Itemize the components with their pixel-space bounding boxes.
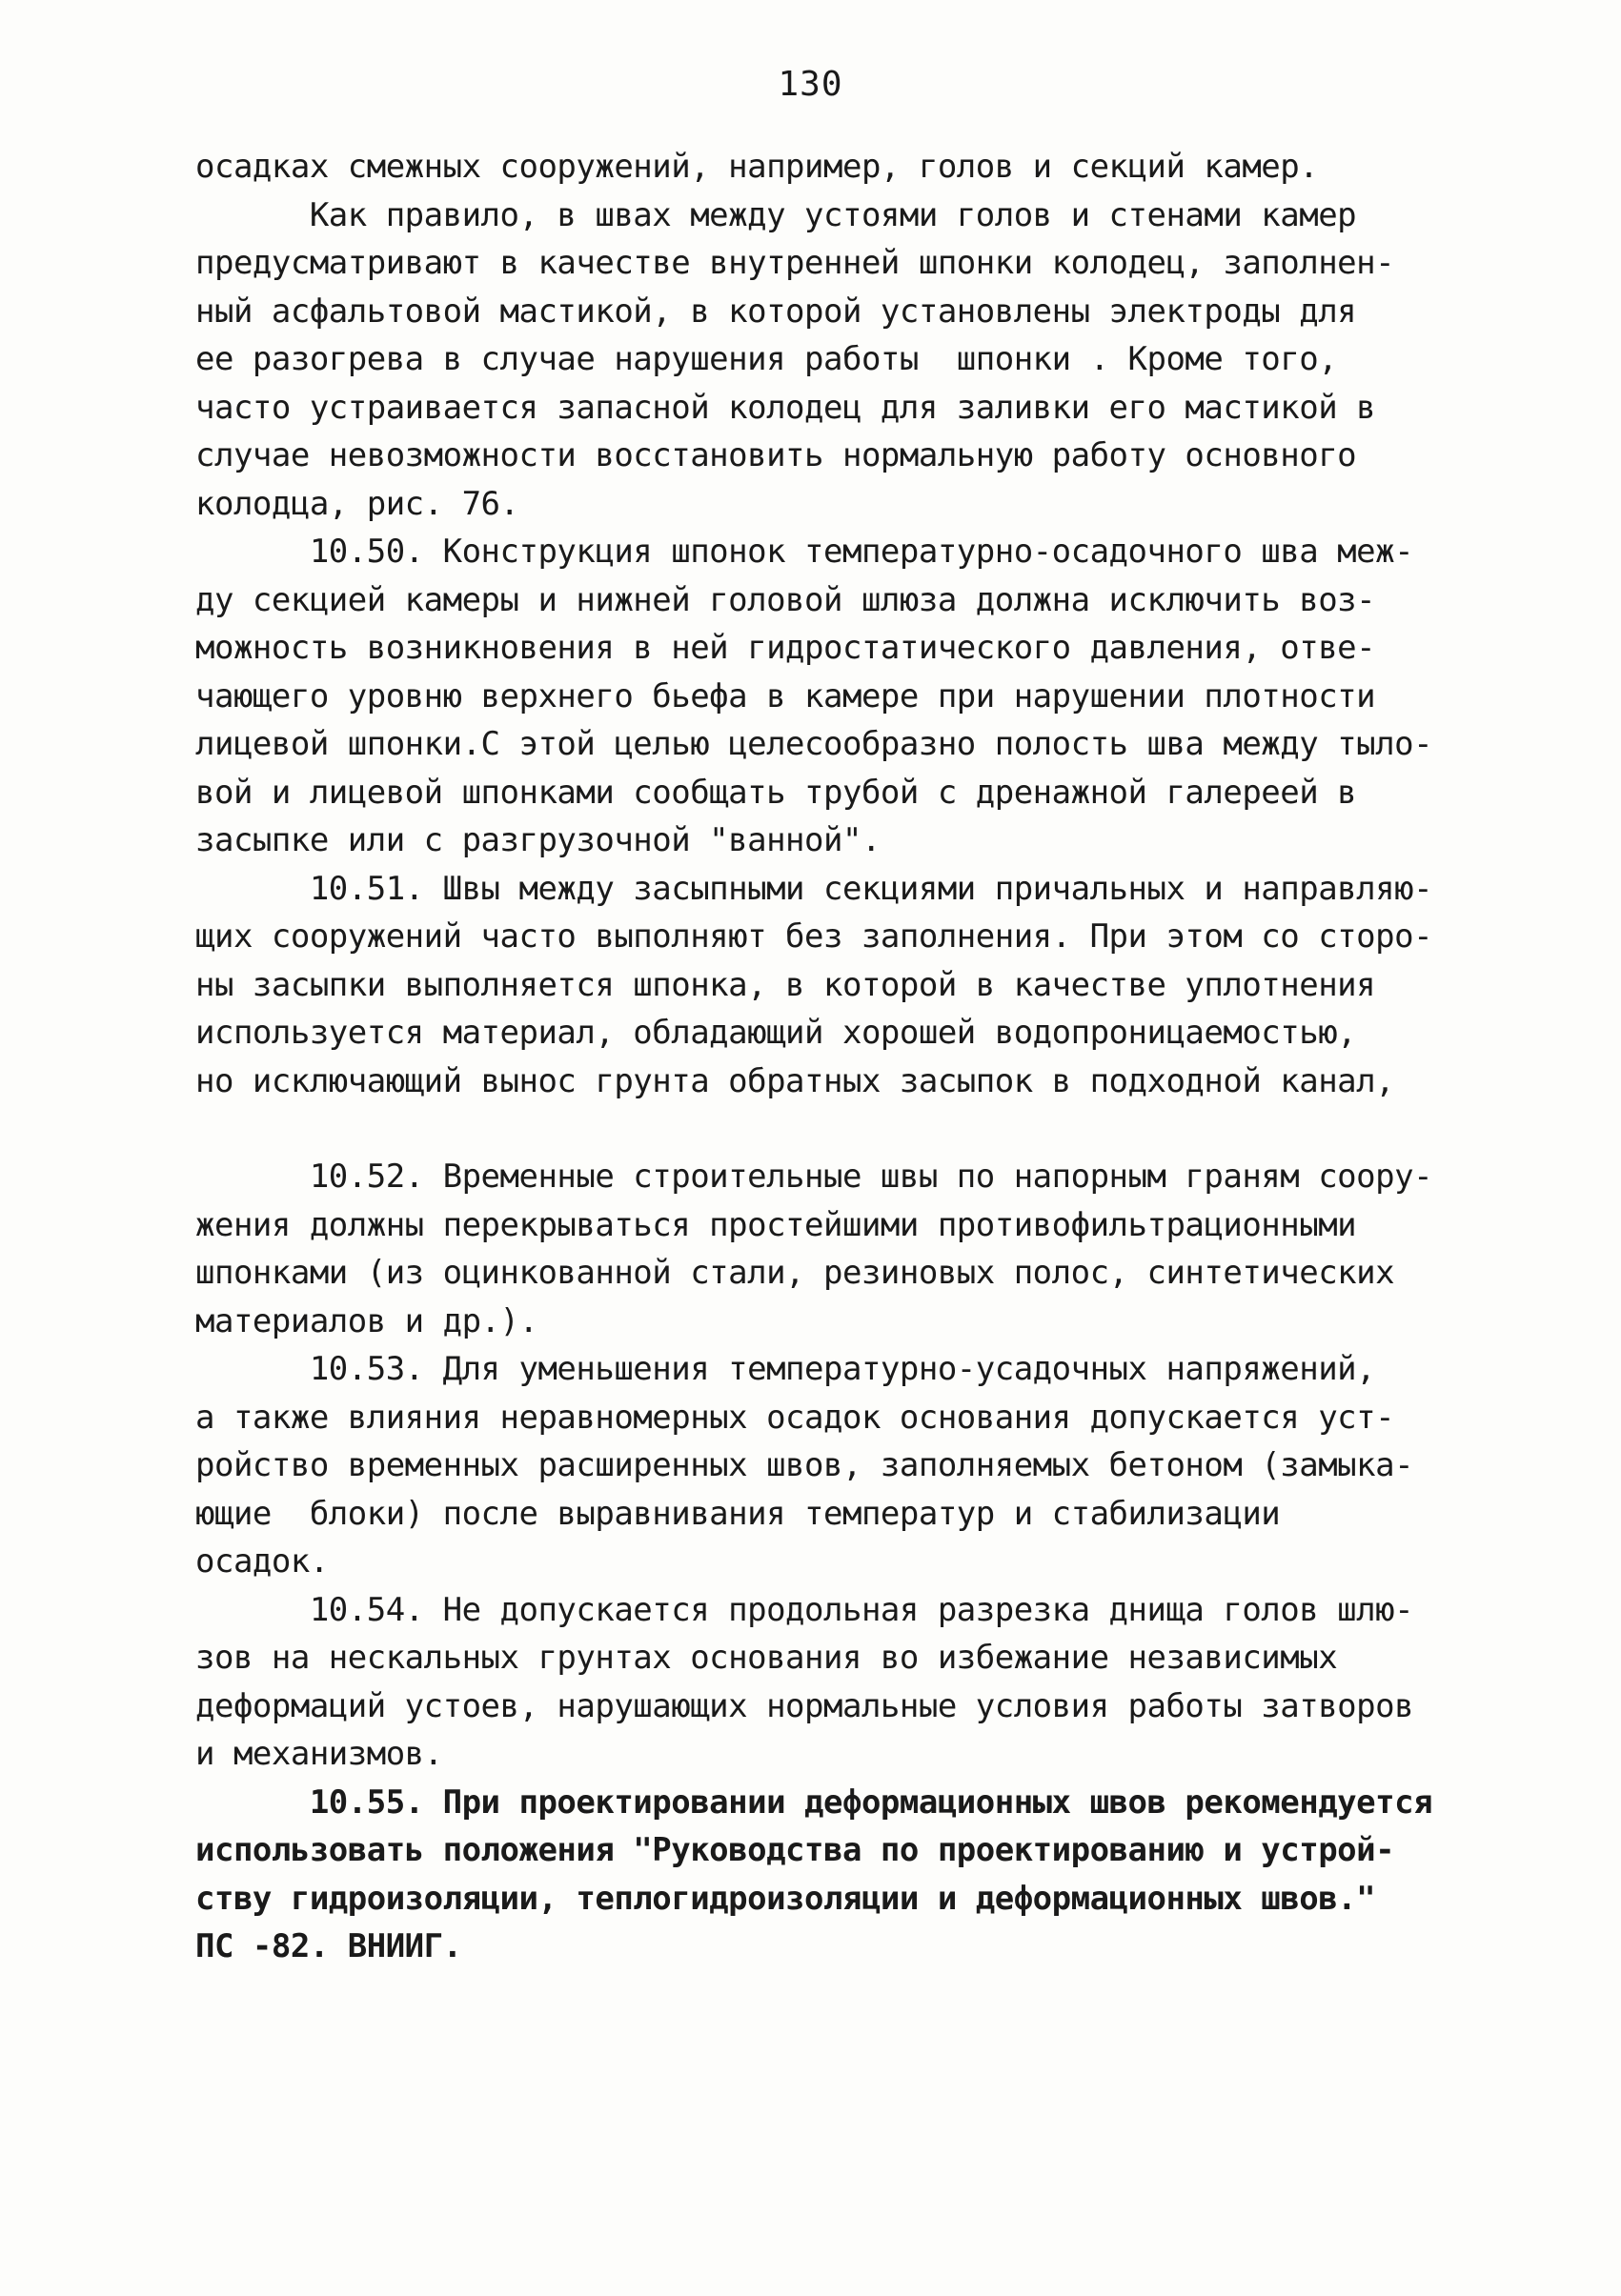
paragraph-10-50: [195, 528, 1472, 865]
text-line: чающего уровню верхнего бьефа в камере при нарушении плотности: [195, 676, 1376, 715]
text-line: 10.51. Швы между засыпными секциями причальных и направляю-: [195, 869, 1433, 908]
text-line: материалов и др.).: [195, 1301, 538, 1340]
text-line: осадок.: [195, 1542, 329, 1581]
text-line: зов на нескальных грунтах основания во избежание независимых: [195, 1639, 1338, 1677]
document-body: [195, 143, 1472, 1971]
text-line: ду секцией камеры и нижней головой шлюза должна исключить воз-: [195, 580, 1376, 619]
paragraph-10-51: [195, 865, 1472, 1106]
text-line: ющие блоки) после выравнивания температур и стабилизации: [195, 1494, 1281, 1533]
text-line: использовать положения "Руководства по проектированию и устрой-: [195, 1831, 1395, 1869]
text-line: Как правило, в швах между устоями голов и стенами камер: [195, 195, 1357, 234]
text-line: ны засыпки выполняется шпонка, в которой в качестве уплотнения: [195, 965, 1376, 1004]
paragraph-10-53: [195, 1345, 1472, 1586]
text-line: 10.54. Не допускается продольная разрезка днища голов шлю-: [195, 1590, 1414, 1629]
paragraph-10-55: [195, 1779, 1472, 1971]
text-line: ПС -82. ВНИИГ.: [195, 1927, 462, 1965]
text-line: лицевой шпонки.С этой целью целесообразно полость шва между тыло-: [195, 725, 1433, 763]
text-line: вой и лицевой шпонками сообщать трубой с дренажной галереей в: [195, 773, 1357, 812]
text-line: и механизмов.: [195, 1735, 443, 1773]
paragraph-10-54: [195, 1586, 1472, 1779]
text-line: а также влияния неравномерных осадок основания допускается уст-: [195, 1398, 1395, 1437]
text-line: деформаций устоев, нарушающих нормальные условия работы затворов: [195, 1686, 1414, 1725]
text-line: но исключающий вынос грунта обратных засыпок в подходной канал,: [195, 1061, 1395, 1100]
text-line: случае невозможности восстановить нормальную работу основного: [195, 436, 1357, 474]
text-line: ройство временных расширенных швов, заполняемых бетоном (замыка-: [195, 1446, 1414, 1484]
text-line: ству гидроизоляции, теплогидроизоляции и деформационных швов.": [195, 1879, 1376, 1918]
text-line: засыпке или с разгрузочной "ванной".: [195, 821, 881, 859]
paragraph-intro: [195, 143, 1472, 528]
text-line: 10.50. Конструкция шпонок температурно-осадочного шва меж-: [195, 533, 1414, 571]
text-line: используется материал, обладающий хорошей водопроницаемостью,: [195, 1014, 1357, 1052]
page-number: 130: [778, 65, 843, 104]
text-line: жения должны перекрываться простейшими противофильтрационными: [195, 1205, 1357, 1244]
text-line: 10.52. Временные строительные швы по напорным граням соору-: [195, 1158, 1433, 1196]
text-line: щих сооружений часто выполняют без заполнения. При этом со сторо-: [195, 917, 1433, 956]
paragraph-10-52: [195, 1153, 1472, 1345]
text-line: ный асфальтовой мастикой, в которой установлены электроды для: [195, 292, 1357, 331]
text-line: шпонками (из оцинкованной стали, резиновых полос, синтетических: [195, 1254, 1395, 1292]
text-line: можность возникновения в ней гидростатического давления, отве-: [195, 629, 1376, 667]
text-line: ее разогрева в случае нарушения работы шпонки . Кроме того,: [195, 340, 1338, 378]
paragraph-gap: [195, 1105, 1472, 1153]
text-line: 10.55. При проектировании деформационных швов рекомендуется: [195, 1782, 1433, 1822]
text-line: 10.53. Для уменьшения температурно-усадочных напряжений,: [195, 1350, 1376, 1388]
text-line: часто устраивается запасной колодец для заливки его мастикой в: [195, 388, 1376, 427]
text-line: колодца, рис. 76.: [195, 484, 519, 523]
text-line: предусматривают в качестве внутренней шпонки колодец, заполнен-: [195, 244, 1395, 282]
text-line: осадках смежных сооружений, например, голов и секций камер.: [195, 148, 1319, 186]
